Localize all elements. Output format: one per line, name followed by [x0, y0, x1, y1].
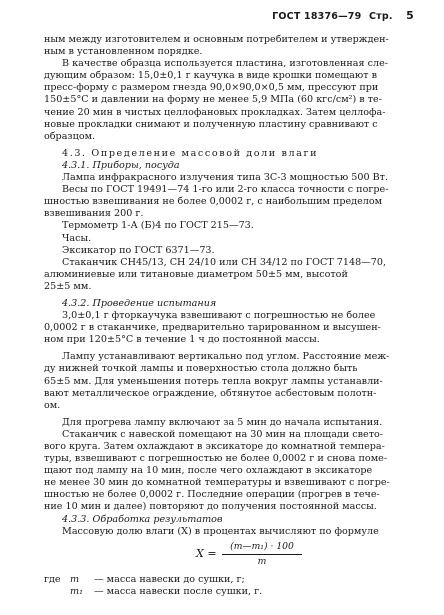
equipment-item: Термометр 1-А (Б)4 по ГОСТ 215—73.	[62, 220, 254, 232]
text-line: 25±5 мм.	[44, 280, 92, 292]
text-line: ным между изготовителем и основным потребителем и утвержден-	[44, 34, 389, 45]
legend-lead: где	[44, 573, 61, 585]
section-heading-4-3: 4.3. Определение массовой доли влаги	[62, 147, 319, 159]
text-line: 65±5 мм. Для уменьшения потерь тепла вокруг лампы устанавли-	[44, 375, 383, 387]
text-line: Лампу устанавливают вертикально под углом. Расстояние меж-	[62, 351, 390, 363]
page-header	[268, 10, 414, 23]
text-line: 3,0±0,1 г фторкаучука взвешивают с погрешностью не более	[62, 310, 376, 322]
formula-legend	[44, 574, 414, 600]
text-line: 0,0002 г в стаканчике, предварительно тарированном и высушен-	[44, 322, 381, 334]
text-line: туры, взвешивают с погрешностью не более 0,0002 г и снова поме-	[44, 453, 388, 465]
text-line: В качестве образца используется пластина, изготовленная сле-	[62, 58, 389, 70]
text-line: щают под лампу на 10 мин, после чего охлаждают в эксикаторе	[44, 465, 373, 477]
page-label: Стр.	[368, 11, 393, 22]
legend-description: — масса навески до сушки, г;	[94, 573, 245, 585]
formula-fraction	[222, 541, 302, 568]
equipment-item: Эксикатор по ГОСТ 6371—73.	[62, 244, 215, 256]
text-line: чение 20 мин в чистых целлофановых прокладках. Затем целлофа-	[44, 106, 386, 118]
procedure-text	[44, 310, 414, 514]
equipment-item: Лампа инфракрасного излучения типа ЗС-3 мощностью 500 Вт.	[62, 172, 389, 184]
text-line: пресс-форму с размером гнезда 90,0×90,0×0,5 мм, прессуют при	[44, 82, 379, 94]
text-line: ду нижней точкой лампы и поверхностью стола должно быть	[44, 363, 358, 375]
standard-number: ГОСТ 18376—79	[272, 11, 362, 22]
text-line: образцом.	[44, 130, 96, 142]
text-line: шностью не более 0,0002 г. Последние операции (прогрев в тече-	[44, 489, 380, 501]
text-line: вают металлическое ограждение, обтянутое асбестовым полотн-	[44, 387, 377, 399]
text-line: новые прокладки снимают и полученную пластину сравнивают с	[44, 118, 378, 130]
equipment-item: Весы по ГОСТ 19491—74 1-го или 2-го класса точности с погре-	[62, 184, 389, 196]
section-heading-4-3-3: 4.3.3. Обработка результатов	[62, 513, 223, 525]
equipment-item: Часы.	[62, 232, 92, 244]
text-line: дующим образом: 15,0±0,1 г каучука в виде крошки помещают в	[44, 70, 378, 82]
formula-denominator: m	[257, 555, 267, 567]
sample-paragraph	[44, 58, 414, 143]
equipment-list	[44, 172, 414, 293]
text-line: Стаканчик с навеской помещают на 30 мин на площади свето-	[62, 428, 384, 440]
text-line: 150±5°С и давлении на форму не менее 5,9 МПа (60 кгс/см²) в те-	[44, 94, 382, 106]
moisture-formula	[44, 541, 414, 571]
formula-lhs: X =	[196, 546, 217, 560]
legend-row-m	[44, 574, 245, 586]
formula-intro: Массовую долю влаги (X) в процентах вычисляют по формуле	[62, 525, 379, 537]
text-line: алюминиевые или титановые диаметром 50±5 мм, высотой	[44, 268, 348, 280]
equipment-item: Стаканчик СН45/13, СН 24/10 или СН 34/12 по ГОСТ 7148—70,	[62, 256, 387, 268]
legend-description: — масса навески после сушки, г.	[94, 585, 263, 597]
section-heading-4-3-2: 4.3.2. Проведение испытания	[62, 297, 217, 309]
text-line: взвешивания 200 г.	[44, 208, 144, 220]
legend-row-m1	[70, 586, 262, 598]
formula-numerator: (m—m₁) · 100	[222, 541, 302, 555]
document-body	[44, 34, 414, 600]
section-heading-4-3-1: 4.3.1. Приборы, посуда	[62, 159, 180, 171]
text-line: шностью взвешивания не более 0,0002 г, с наибольшим пределом	[44, 196, 383, 208]
text-line: не менее 30 мин до комнатной температуры и взвешивают с погре-	[44, 477, 390, 489]
text-line: Для прогрева лампу включают за 5 мин до начала испытания.	[62, 416, 383, 428]
page-number: 5	[406, 9, 414, 22]
text-line: ным в установленном порядке.	[44, 46, 203, 58]
legend-symbol: m	[70, 573, 80, 585]
text-line: ние 10 мин и далее) повторяют до получения постоянной массы.	[44, 501, 377, 513]
text-line: вого круга. Затем охлаждают в эксикаторе до комнатной темпера-	[44, 441, 385, 452]
text-line: ом.	[44, 399, 61, 411]
intro-paragraph	[44, 34, 414, 58]
text-line: ном при 120±5°С в течение 1 ч до постоянной массы.	[44, 334, 320, 346]
legend-symbol: m₁	[70, 585, 83, 597]
